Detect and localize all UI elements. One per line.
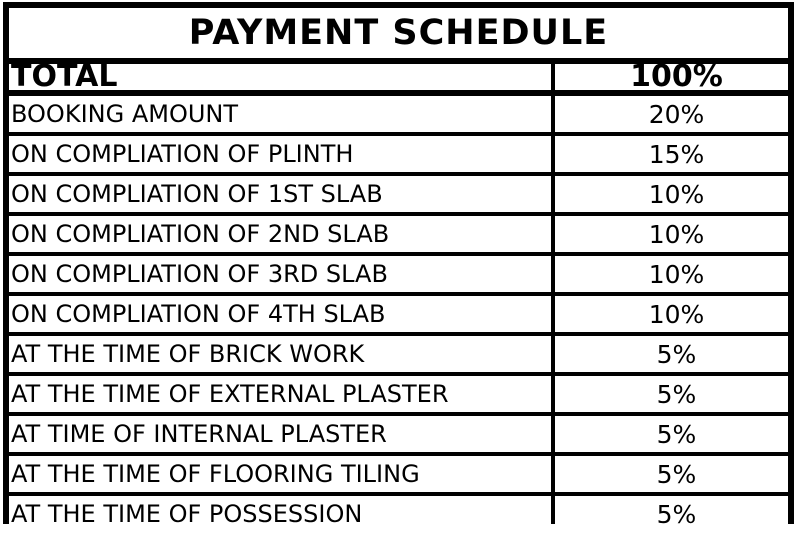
stage-label: ON COMPLIATION OF 4TH SLAB bbox=[9, 296, 551, 332]
stage-percent: 5% bbox=[555, 336, 788, 372]
table-row bbox=[9, 96, 788, 132]
stage-label: ON COMPLIATION OF 1ST SLAB bbox=[9, 176, 551, 212]
stage-percent: 5% bbox=[555, 376, 788, 412]
table-row bbox=[9, 296, 788, 332]
total-value: 100% bbox=[555, 64, 788, 90]
stage-percent: 10% bbox=[555, 296, 788, 332]
table-row bbox=[9, 256, 788, 292]
table-row bbox=[9, 216, 788, 252]
stage-label: AT THE TIME OF BRICK WORK bbox=[9, 336, 551, 372]
stage-percent: 10% bbox=[555, 256, 788, 292]
stage-label: AT THE TIME OF POSSESSION bbox=[9, 496, 551, 532]
stage-percent: 5% bbox=[555, 496, 788, 532]
table-row bbox=[9, 456, 788, 492]
table-row bbox=[9, 376, 788, 412]
stage-label: ON COMPLIATION OF 3RD SLAB bbox=[9, 256, 551, 292]
stage-percent: 5% bbox=[555, 456, 788, 492]
stage-label: ON COMPLIATION OF 2ND SLAB bbox=[9, 216, 551, 252]
stage-label: ON COMPLIATION OF PLINTH bbox=[9, 136, 551, 172]
stage-percent: 10% bbox=[555, 176, 788, 212]
table-row bbox=[9, 136, 788, 172]
table-row bbox=[9, 416, 788, 452]
stage-percent: 15% bbox=[555, 136, 788, 172]
table-row bbox=[9, 336, 788, 372]
table-title: PAYMENT SCHEDULE bbox=[9, 8, 788, 58]
stage-label: AT THE TIME OF FLOORING TILING bbox=[9, 456, 551, 492]
stage-label: BOOKING AMOUNT bbox=[9, 96, 551, 132]
stage-percent: 5% bbox=[555, 416, 788, 452]
total-label: TOTAL bbox=[9, 64, 551, 90]
table-row bbox=[9, 176, 788, 212]
payment-schedule-table bbox=[3, 2, 794, 529]
table-row bbox=[9, 496, 788, 532]
stage-percent: 10% bbox=[555, 216, 788, 252]
total-row bbox=[9, 59, 788, 94]
stage-label: AT THE TIME OF EXTERNAL PLASTER bbox=[9, 376, 551, 412]
stage-label: AT TIME OF INTERNAL PLASTER bbox=[9, 416, 551, 452]
table-body bbox=[9, 59, 788, 536]
stage-percent: 20% bbox=[555, 96, 788, 132]
